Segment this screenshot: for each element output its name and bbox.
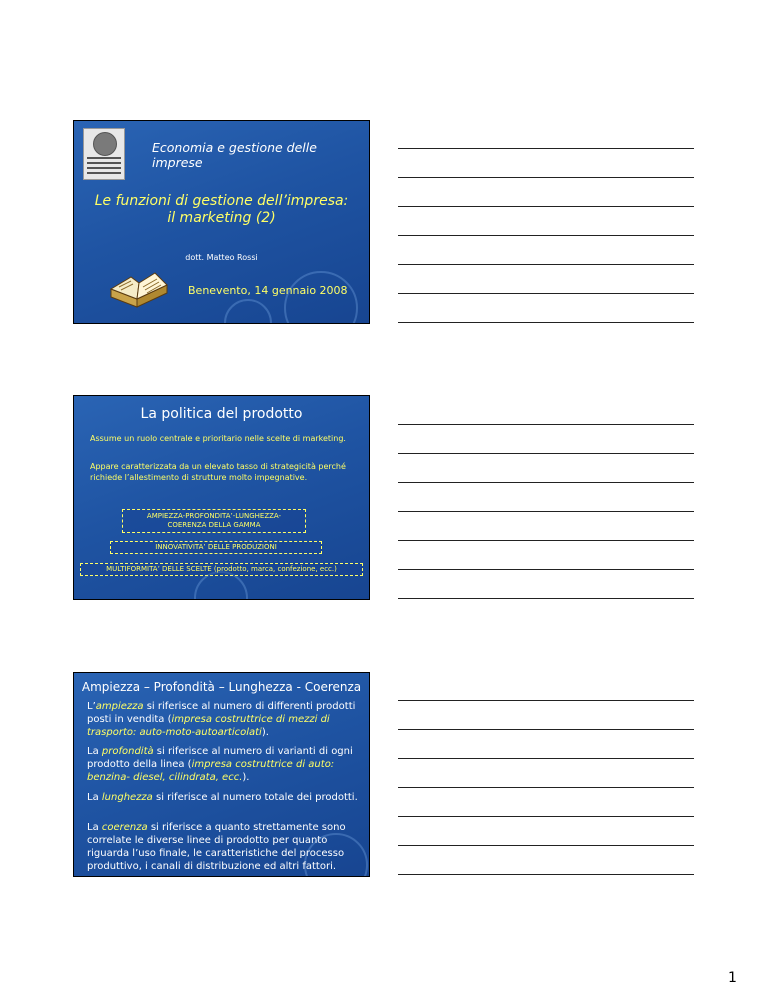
- notes-line: [398, 177, 694, 178]
- slide-date: Benevento, 14 gennaio 2008: [188, 284, 348, 297]
- notes-line: [398, 148, 694, 149]
- innovation-box: INNOVATIVITA’ DELLE PRODUZIONI: [110, 541, 322, 554]
- paragraph-ampiezza: L’ampiezza si riferisce al numero di differenti prodotti posti in vendita (impresa costruttrice di mezzi di trasporto: auto-moto-autoarticolati).: [87, 701, 356, 738]
- course-title: Economia e gestione delle imprese: [152, 140, 317, 170]
- notes-line: [398, 758, 694, 759]
- notes-line: [398, 569, 694, 570]
- paragraph: Appare caratterizzata da un elevato tasso di strategicità perché richiede l’allestimento di strutture molto impegnative.: [90, 462, 346, 482]
- notes-line: [398, 598, 694, 599]
- university-seal-icon: [83, 128, 125, 180]
- notes-line: [398, 206, 694, 207]
- notes-line: [398, 482, 694, 483]
- notes-line: [398, 874, 694, 875]
- slide-1: [73, 120, 370, 324]
- open-book-icon: [107, 269, 171, 311]
- notes-line: [398, 293, 694, 294]
- paragraph: Assume un ruolo centrale e prioritario nelle scelte di marketing.: [90, 434, 346, 443]
- paragraph-lunghezza: La lunghezza si riferisce al numero totale dei prodotti.: [87, 792, 358, 803]
- notes-line: [398, 816, 694, 817]
- slide-2: [73, 395, 370, 600]
- notes-line: [398, 264, 694, 265]
- notes-line: [398, 235, 694, 236]
- notes-line: [398, 700, 694, 701]
- notes-line: [398, 453, 694, 454]
- slide-title: Le funzioni di gestione dell’impresa: il marketing (2): [94, 193, 349, 226]
- notes-line: [398, 511, 694, 512]
- notes-line: [398, 729, 694, 730]
- page-number: 1: [728, 970, 737, 986]
- notes-line: [398, 845, 694, 846]
- choices-box: MULTIFORMITA’ DELLE SCELTE (prodotto, marca, confezione, ecc.): [80, 563, 363, 576]
- paragraph-coerenza: La coerenza si riferisce a quanto strettamente sono correlate le diverse linee di prodotto per quanto riguarda l’uso finale, le caratteristiche del processo produttivo, i canali di distribuzione ed altri fattori.: [87, 822, 346, 872]
- author: dott. Matteo Rossi: [185, 253, 258, 262]
- notes-line: [398, 322, 694, 323]
- notes-line: [398, 787, 694, 788]
- gamma-box: AMPIEZZA-PROFONDITA’-LUNGHEZZA- COERENZA DELLA GAMMA: [122, 509, 306, 533]
- paragraph-profondita: La profondità si riferisce al numero di varianti di ogni prodotto della linea (impresa costruttrice di auto: benzina- diesel, cilindrata, ecc.).: [87, 746, 353, 783]
- notes-line: [398, 424, 694, 425]
- notes-line: [398, 540, 694, 541]
- slide-heading: La politica del prodotto: [140, 406, 303, 422]
- slide-heading: Ampiezza – Profondità – Lunghezza - Coerenza: [81, 680, 362, 694]
- slide-3: [73, 672, 370, 877]
